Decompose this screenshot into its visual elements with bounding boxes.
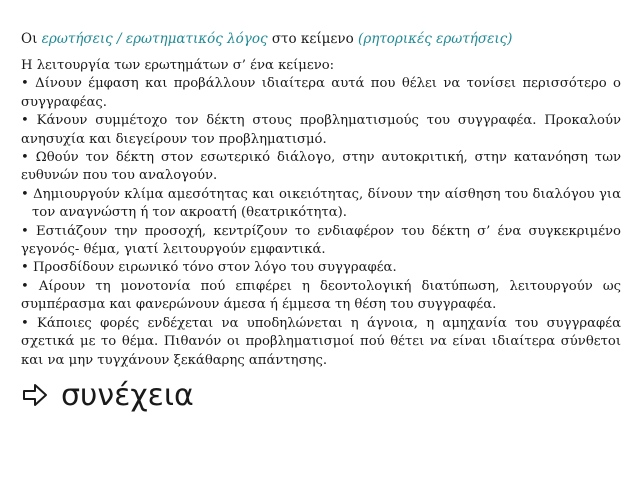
title-highlight-rhetorical: (ρητορικές ερωτήσεις) (358, 31, 513, 47)
bullet-immediacy: • Δημιουργούν κλίμα αμεσότητας και οικειότητας, δίνουν την αίσθηση του διαλόγου για τον αναγνώστη ή τον ακροατή (θεατρικότητα). (21, 186, 621, 221)
bullet-irony: • Προσδίδουν ειρωνικό τόνο στον λόγο του συγγραφέα. (21, 260, 397, 276)
bullet-emphasis: • Δίνουν έμφαση και προβάλλουν ιδιαίτερα αυτά που θέλει να τονίσει περισσότερο ο συγγραφέας. (21, 76, 621, 110)
title-middle: στο κείμενο (267, 31, 359, 47)
bullet-monotony: • Αίρουν τη μονοτονία πού επιφέρει η δεοντολογική διατύπωση, λειτουργούν ως συμπέρασμα και φανερώνουν άμεσα ή έμμεσα τη θέση του συγγραφέα. (21, 278, 621, 313)
section-heading: Η λειτουργία των ερωτημάτων σ’ ένα κείμενο: (21, 58, 335, 73)
title-highlight-questions: ερωτήσεις / ερωτηματικός λόγος (41, 31, 268, 47)
bullet-ignorance: • Κάποιες φορές ενδέχεται να υποδηλώνεται η άγνοια, η αμηχανία του συγγραφέα σχετικά με το θέμα. Πιθανόν οι προβληματισμοί πού θέτει να είναι ιδιαίτερα σύνθετοι και να μην τυγχάνουν ξεκάθαρης απάντησης. (21, 315, 621, 368)
title-prefix: Οι (21, 31, 42, 47)
bullet-inner-dialogue: • Ωθούν τον δέκτη στον εσωτερικό διάλογο, στην αυτοκριτική, στην κατανόηση των ευθυνών που του αναλογούν. (21, 150, 621, 184)
hollow-arrow-right-icon (21, 381, 49, 409)
slide-body (21, 57, 621, 370)
bullet-focus: • Εστιάζουν την προσοχή, κεντρίζουν το ενδιαφέρον του δέκτη σ’ ένα συγκεκριμένο γεγονός- θέμα, γιατί λειτουργούν εμφαντικά. (21, 223, 621, 258)
bullet-participation: • Κάνουν συμμέτοχο τον δέκτη στους προβληματισμούς του συγγραφέα. Προκαλούν ανησυχία και διεγείρουν τον προβληματισμό. (21, 113, 621, 147)
continue-label: συνέχεια (61, 377, 194, 413)
continue-link[interactable] (21, 378, 621, 413)
slide-title (21, 30, 621, 48)
slide-content (21, 30, 621, 413)
